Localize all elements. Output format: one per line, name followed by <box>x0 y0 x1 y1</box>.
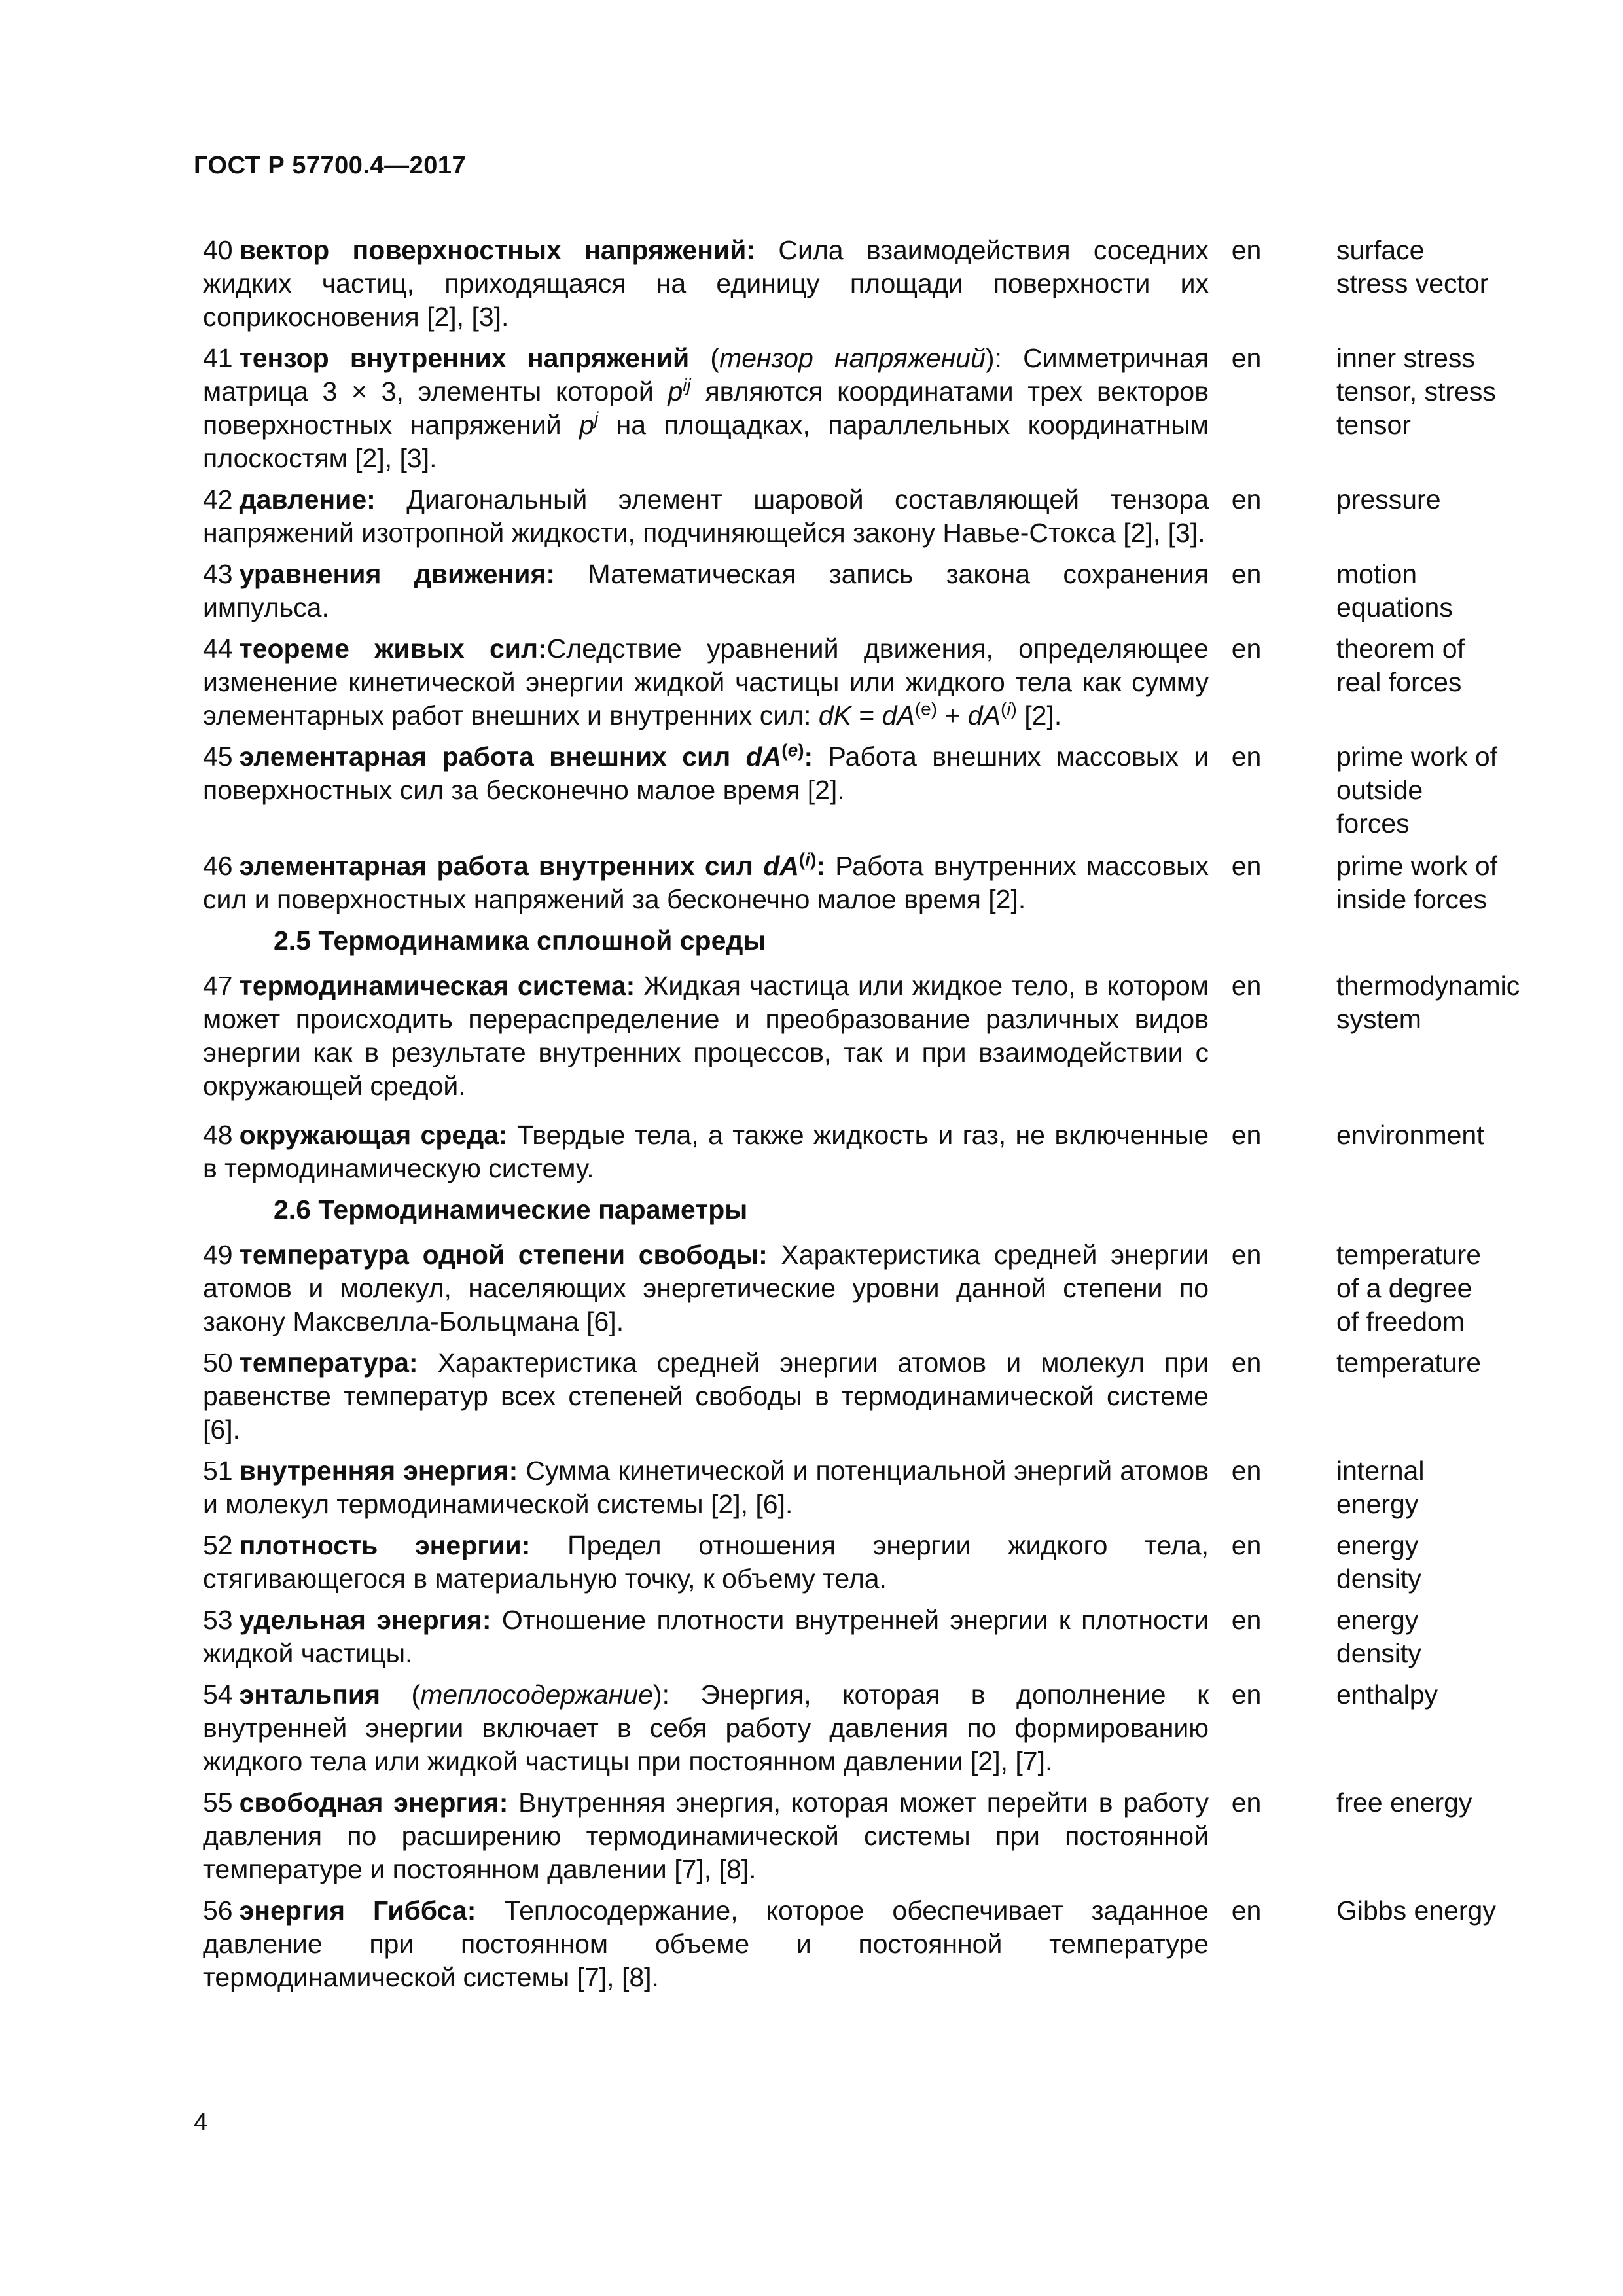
term-name: энтальпия <box>239 1679 381 1710</box>
english-equivalent: free energy <box>1336 1787 1472 1818</box>
term-definition <box>203 483 1209 550</box>
term-text: Жидкая частица или жидкое тело, в котором может происходить перераспределение и преобразование различных видов энергии как в результате внутренних процессов, так и при взаимодействии с окружающей средой. <box>203 971 1209 1101</box>
term-definition <box>203 1604 1209 1670</box>
english-equivalent: energy density <box>1336 1605 1421 1668</box>
term-entry <box>203 558 1505 624</box>
english-equivalent: environment <box>1336 1120 1484 1150</box>
term-number: 52 <box>203 1530 233 1560</box>
term-entry <box>203 483 1505 550</box>
english-equivalent: prime work of inside forces <box>1336 851 1498 914</box>
term-entry <box>203 1238 1505 1338</box>
term-number: 53 <box>203 1605 233 1635</box>
language-code: en <box>1231 1679 1262 1710</box>
term-name: температура: <box>239 1348 418 1378</box>
term-name: элементарная работа внешних сил $dA^{(e)}$: <box>239 740 813 772</box>
term-text: Работа внешних массовых и поверхностных сил за бесконечно малое время [2]. <box>203 742 1209 805</box>
terms-list <box>203 234 1520 1994</box>
language-code: en <box>1231 742 1262 772</box>
term-entry <box>203 342 1505 475</box>
term-number: 44 <box>203 634 233 664</box>
term-text: Характеристика средней энергии атомов и молекул, населяющих энергетические уровни данной степени по закону Максвелла-Больцмана [6]. <box>203 1240 1209 1336</box>
english-equivalent: surface stress vector <box>1336 235 1489 298</box>
english-equivalent: prime work of outside forces <box>1336 742 1498 838</box>
term-name: температура одной степени свободы: <box>239 1240 768 1270</box>
language-code: en <box>1231 1120 1262 1150</box>
english-equivalent: enthalpy <box>1336 1679 1438 1710</box>
term-number: 56 <box>203 1895 233 1926</box>
term-text: Отношение плотности внутренней энергии к плотности жидкой частицы. <box>203 1605 1209 1668</box>
english-equivalent: internal energy <box>1336 1456 1425 1519</box>
language-code: en <box>1231 1895 1262 1926</box>
language-code: en <box>1231 851 1262 881</box>
term-number: 51 <box>203 1456 233 1486</box>
language-code: en <box>1231 484 1262 514</box>
term-definition <box>203 1119 1209 1185</box>
term-name: окружающая среда: <box>239 1120 508 1150</box>
term-name: внутренняя энергия: <box>239 1456 518 1486</box>
language-code: en <box>1231 634 1262 664</box>
language-code: en <box>1231 1605 1262 1635</box>
english-equivalent: Gibbs energy <box>1336 1895 1496 1926</box>
term-entry <box>203 1604 1505 1670</box>
language-code: en <box>1231 235 1262 265</box>
term-definition <box>203 1786 1209 1886</box>
term-definition <box>203 1894 1209 1994</box>
term-number: 46 <box>203 851 233 881</box>
term-name: термодинамическая система: <box>239 971 635 1001</box>
term-text: Внутренняя энергия, которая может перейти в работу давления по расширению термодинамической системы при постоянной температуре и постоянном давлении [7], [8]. <box>203 1787 1209 1884</box>
term-definition <box>203 969 1209 1103</box>
language-code: en <box>1231 1348 1262 1378</box>
term-text: Теплосодержание, которое обеспечивает заданное давление при постоянном объеме и постоянной температуре термодинамической системы [7], [8]. <box>203 1895 1209 1992</box>
term-name: тензор внутренних напряжений <box>239 343 690 373</box>
term-name: уравнения движения: <box>239 559 556 589</box>
term-number: 50 <box>203 1348 233 1378</box>
term-entry <box>203 740 1505 840</box>
term-definition <box>203 1238 1209 1338</box>
section-heading: 2.5 Термодинамика сплошной среды <box>274 925 766 956</box>
term-definition <box>203 342 1209 475</box>
language-code: en <box>1231 1530 1262 1560</box>
term-entry <box>203 1678 1505 1778</box>
english-equivalent: pressure <box>1336 484 1441 514</box>
term-definition <box>203 632 1209 732</box>
english-equivalent: theorem of real forces <box>1336 634 1465 697</box>
language-code: en <box>1231 1787 1262 1818</box>
language-code: en <box>1231 1456 1262 1486</box>
term-name: элементарная работа внутренних сил $dA^{(i)}$: <box>239 849 825 881</box>
term-number: 48 <box>203 1120 233 1150</box>
english-equivalent: energy density <box>1336 1530 1421 1594</box>
english-equivalent: inner stress tensor, stress tensor <box>1336 343 1496 440</box>
term-number: 42 <box>203 484 233 514</box>
term-text: Сила взаимодействия соседних жидких частиц, приходящаяся на единицу площади поверхности их соприкосновения [2], [3]. <box>203 235 1209 332</box>
term-entry <box>203 1119 1505 1185</box>
term-text: Математическая запись закона сохранения импульса. <box>203 559 1209 622</box>
term-entry <box>203 234 1505 334</box>
term-number: 55 <box>203 1787 233 1818</box>
term-name: теореме живых сил: <box>239 634 547 664</box>
term-text: Характеристика средней энергии атомов и молекул при равенстве температур всех степеней свободы в термодинамической системе [6]. <box>203 1348 1209 1444</box>
term-definition <box>203 1529 1209 1596</box>
term-definition <box>203 740 1209 807</box>
term-number: 49 <box>203 1240 233 1270</box>
term-text: Диагональный элемент шаровой составляющей тензора напряжений изотропной жидкости, подчиняющейся закону Навье-Стокса [2], [3]. <box>203 484 1209 548</box>
term-text: Твердые тела, а также жидкость и газ, не включенные в термодинамическую систему. <box>203 1120 1209 1183</box>
term-number: 54 <box>203 1679 233 1710</box>
page-number: 4 <box>194 2109 208 2136</box>
term-number: 47 <box>203 971 233 1001</box>
language-code: en <box>1231 1240 1262 1270</box>
term-text: (тензор напряжений): Симметричная матрица 3 × 3, элементы которой $p^{ij}$ являются координатами трех векторов поверхностных напряжений $p^j$ на площадках, параллельных координатным плоскостям [2], [3]. <box>203 343 1209 473</box>
term-entry <box>203 1529 1505 1596</box>
term-definition <box>203 1346 1209 1446</box>
term-entry <box>203 1786 1505 1886</box>
language-code: en <box>1231 559 1262 589</box>
term-definition <box>203 1678 1209 1778</box>
term-entry <box>203 1894 1505 1994</box>
term-text: (теплосодержание): Энергия, которая в дополнение к внутренней энергии включает в себя работу давления по формированию жидкого тела или жидкой частицы при постоянном давлении [2], [7]. <box>203 1679 1209 1776</box>
term-entry <box>203 1346 1505 1446</box>
term-entry <box>203 969 1520 1103</box>
term-number: 43 <box>203 559 233 589</box>
term-name: удельная энергия: <box>239 1605 491 1635</box>
term-entry <box>203 850 1505 916</box>
term-text: Сумма кинетической и потенциальной энергий атомов и молекул термодинамической системы [2], [6]. <box>203 1456 1209 1519</box>
term-name: вектор поверхностных напряжений: <box>239 235 756 265</box>
term-number: 40 <box>203 235 233 265</box>
english-equivalent: temperature <box>1336 1348 1482 1378</box>
term-name: плотность энергии: <box>239 1530 531 1560</box>
term-definition <box>203 850 1209 916</box>
english-equivalent: temperature of a degree of freedom <box>1336 1240 1482 1336</box>
document-header: ГОСТ Р 57700.4—2017 <box>194 152 467 179</box>
language-code: en <box>1231 971 1262 1001</box>
english-equivalent: motion equations <box>1336 559 1453 622</box>
term-definition <box>203 1454 1209 1521</box>
term-definition <box>203 234 1209 334</box>
language-code: en <box>1231 343 1262 373</box>
term-entry <box>203 1454 1505 1521</box>
term-definition <box>203 558 1209 624</box>
term-number: 45 <box>203 742 233 772</box>
term-name: свободная энергия: <box>239 1787 508 1818</box>
term-name: энергия Гиббса: <box>239 1895 476 1926</box>
english-equivalent: thermodynamic system <box>1336 971 1520 1034</box>
term-text: Предел отношения энергии жидкого тела, стягивающегося в материальную точку, к объему тела. <box>203 1530 1209 1594</box>
section-heading: 2.6 Термодинамические параметры <box>274 1194 748 1225</box>
term-number: 41 <box>203 343 233 373</box>
term-text: Работа внутренних массовых сил и поверхностных напряжений за бесконечно малое время [2]. <box>203 851 1209 914</box>
term-name: давление: <box>239 484 376 514</box>
term-text: Следствие уравнений движения, определяющее изменение кинетической энергии жидкой частицы или жидкого тела как сумму элементарных работ внешних и внутренних сил: dK = $dA^{(e)} + dA^{(i)}$ [2]. <box>203 634 1209 730</box>
term-entry <box>203 632 1505 732</box>
